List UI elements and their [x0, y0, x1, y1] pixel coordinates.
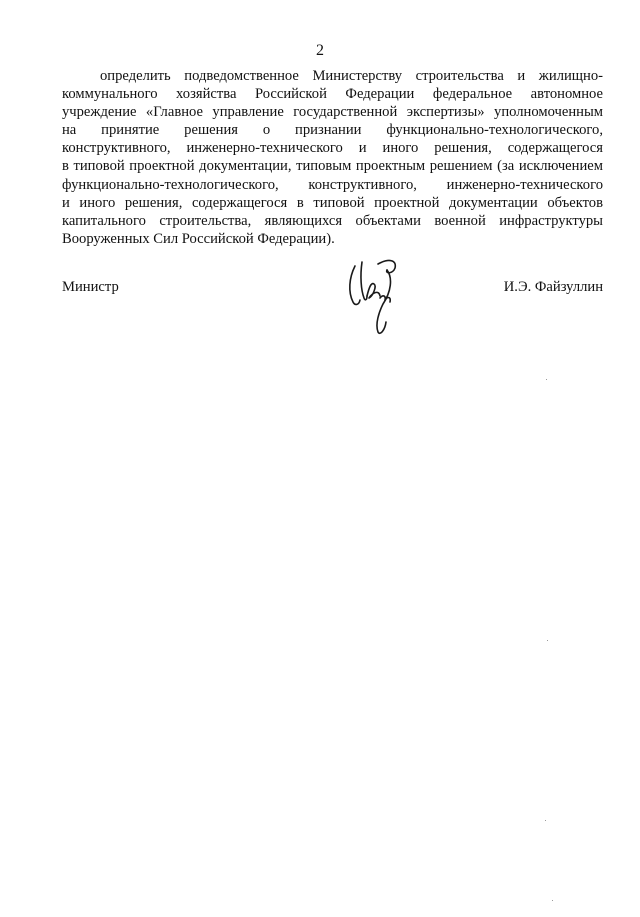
- paragraph-line: функционально-технологического, конструктивного, инженерно-технического: [62, 176, 603, 193]
- page-number: 2: [316, 42, 324, 59]
- paragraph-line: конструктивного, инженерно-технического и иного решения, содержащегося: [62, 140, 603, 157]
- paragraph-line: коммунального хозяйства Российской Федерации федеральное автономное: [62, 86, 603, 103]
- handwritten-signature-icon: [345, 252, 405, 336]
- paragraph-line: учреждение «Главное управление государственной экспертизы» уполномоченным: [62, 104, 603, 121]
- paragraph-line: и иного решения, содержащегося в типовой проектной документации объектов: [62, 194, 603, 211]
- scan-speck: [547, 640, 548, 641]
- signer-name: И.Э. Файзуллин: [503, 279, 603, 295]
- signature-block: [62, 276, 603, 336]
- paragraph-line: на принятие решения о признании функционально-технологического,: [62, 122, 603, 139]
- paragraph: [62, 67, 603, 248]
- paragraph-line: капитального строительства, являющихся объектами военной инфраструктуры: [62, 212, 603, 229]
- paragraph-line: в типовой проектной документации, типовым проектным решением (за исключением: [62, 158, 603, 175]
- position-title: Министр: [62, 279, 119, 295]
- scan-speck: [545, 820, 546, 821]
- paragraph-line: Вооруженных Сил Российской Федерации).: [62, 230, 335, 247]
- scan-speck: [546, 379, 547, 380]
- paragraph-line: определить подведомственное Министерству строительства и жилищно-: [100, 68, 603, 84]
- scan-speck: [552, 900, 553, 901]
